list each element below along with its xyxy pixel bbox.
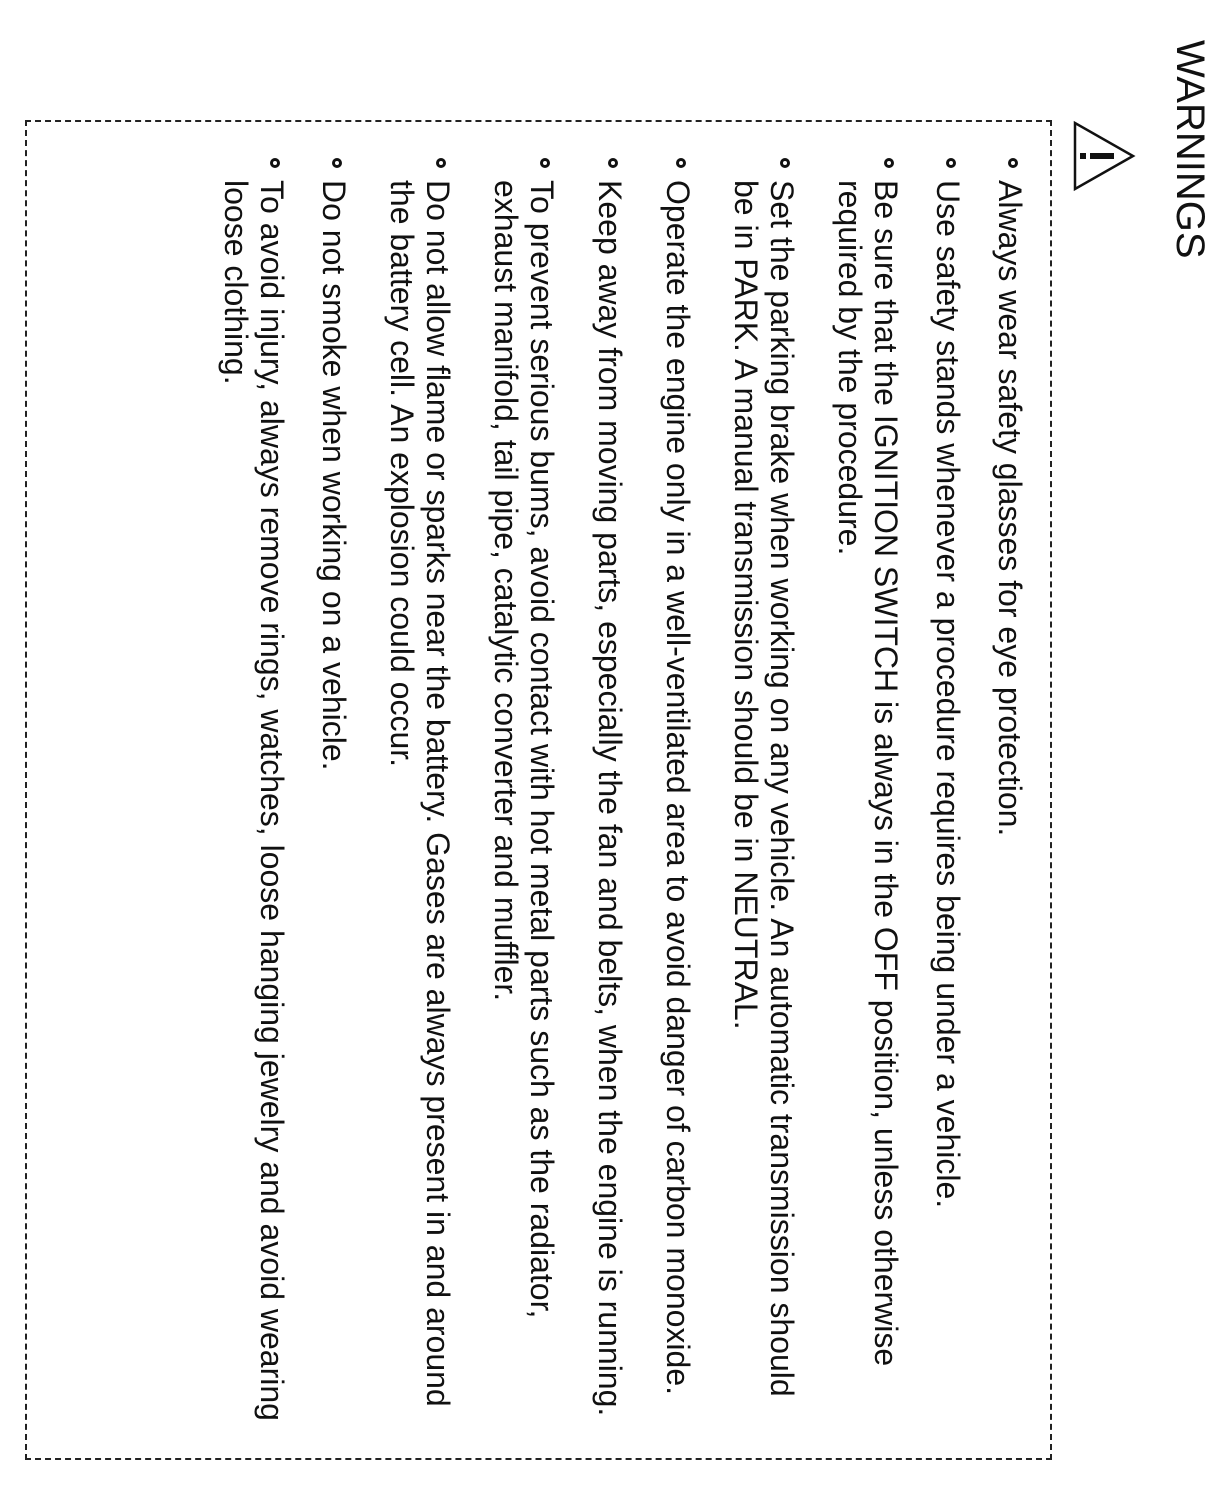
warning-text: Do not allow flame or sparks near the battery. Gases are always present in and around the battery cell. An explosion could occur.: [384, 180, 456, 1407]
warnings-box: [25, 120, 1052, 1460]
warning-triangle-icon: [1072, 120, 1136, 192]
warning-text: Keep away from moving parts, especially the fan and belts, when the engine is running.: [592, 180, 628, 1417]
warning-text: Do not smoke when working on a vehicle.: [316, 180, 352, 771]
bullet-icon: [332, 158, 342, 168]
bullet-icon: [608, 158, 618, 168]
list-item: [728, 158, 800, 1438]
bullet-icon: [436, 158, 446, 168]
bullet-icon: [1008, 158, 1018, 168]
list-item: [316, 158, 352, 1438]
warning-text: To avoid injury, always remove rings, watches, loose hanging jewelry and avoid wearing loose clothing.: [218, 180, 290, 1421]
list-item: [930, 158, 966, 1438]
bullet-icon: [540, 158, 550, 168]
bullet-icon: [946, 158, 956, 168]
warning-text: Set the parking brake when working on any vehicle. An automatic transmission should be in PARK. A manual transmission should be in NEUTRAL.: [728, 180, 800, 1397]
list-item: [218, 158, 290, 1438]
list-item: [660, 158, 696, 1438]
warning-text: Always wear safety glasses for eye protection.: [992, 180, 1028, 837]
list-item: [488, 158, 560, 1438]
warnings-list: [186, 158, 1028, 1438]
bullet-icon: [884, 158, 894, 168]
list-item: [992, 158, 1028, 1438]
list-item: [384, 158, 456, 1438]
bullet-icon: [780, 158, 790, 168]
page-title: WARNINGS: [1168, 40, 1212, 259]
warning-text: Be sure that the IGNITION SWITCH is always in the OFF position, unless otherwise required by the procedure.: [832, 180, 904, 1367]
list-item: [592, 158, 628, 1438]
warning-text: Operate the engine only in a well-ventilated area to avoid danger of carbon monoxide.: [660, 180, 696, 1395]
bullet-icon: [676, 158, 686, 168]
warning-text: To prevent serious bums, avoid contact with hot metal parts such as the radiator, exhaust manifold, tail pipe, catalytic converter and muffler.: [488, 180, 560, 1319]
list-item: [832, 158, 904, 1438]
bullet-icon: [270, 158, 280, 168]
warning-text: Use safety stands whenever a procedure requires being under a vehicle.: [930, 180, 966, 1209]
